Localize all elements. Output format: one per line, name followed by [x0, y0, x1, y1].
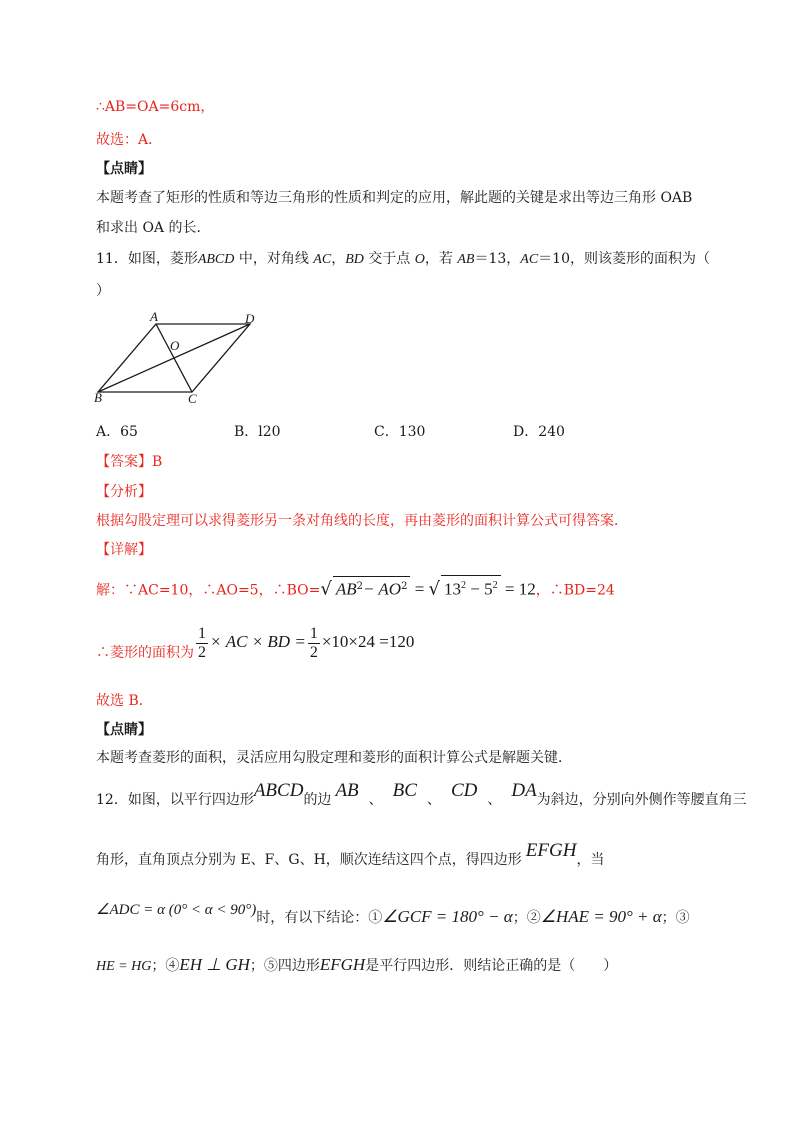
center-label-o: O — [170, 338, 180, 353]
choice-d: D．240 — [513, 424, 565, 440]
prev-comment-line2: 和求出 OA 的长． — [96, 220, 211, 236]
detail-heading: 【详解】 — [96, 542, 152, 558]
choice-b: B．l20 — [234, 424, 281, 440]
prev-comment-heading: 【点睛】 — [96, 161, 152, 177]
choice-a: A．65 — [96, 424, 138, 440]
analysis-heading: 【分析】 — [96, 484, 152, 500]
detail-solution: 解：∵AC=10，∴AO=5，∴BO=√ $AB^2- AO^2$ = √ $13^2 - 5^2 = 12$，∴BD=24 — [96, 575, 615, 601]
prev-selection: 故选：A． — [96, 132, 163, 148]
question-11: 11．如图，菱形ABCD 中，对角线 AC，BD 交于点 O，若 AB＝13，AC＝10，则该菱形的面积为（ — [96, 251, 710, 267]
comment-text: 本题考查菱形的面积，灵活应用勾股定理和菱形的面积计算公式是解题关键． — [96, 750, 572, 766]
prev-conclusion: ∴AB=OA=6cm， — [96, 99, 215, 115]
rhombus-figure — [90, 310, 270, 405]
question-12: 12．如图，以平行四边形ABCD的边 AB 、 BC 、 CD 、 DA为斜边，分别向外侧作等腰直角三 — [96, 780, 747, 808]
answer-line: 【答案】B — [96, 454, 163, 470]
question-12-line4: HE = HG；④EH ⊥ GH；⑤四边形EFGH是平行四边形．则结论正确的是（ ） — [96, 955, 618, 974]
selection-b: 故选 B． — [96, 693, 153, 709]
analysis-text: 根据勾股定理可以求得菱形另一条对角线的长度，再由菱形的面积计算公式可得答案． — [96, 513, 628, 529]
question-12-line2: 角形，直角顶点分别为 E、F、G、H，顺次连结这四个点，得四边形 EFGH，当 — [96, 840, 605, 868]
prev-comment-line1: 本题考查了矩形的性质和等边三角形的性质和判定的应用，解此题的关键是求出等边三角形 OAB — [96, 190, 693, 206]
comment-heading: 【点睛】 — [96, 722, 152, 738]
choice-c: C．130 — [374, 424, 426, 440]
vertex-label-d: D — [245, 311, 255, 326]
question-12-line3: ∠ADC = α (0° < α < 90°)时，有以下结论：①∠GCF = 180° − α；②∠HAE = 90° + α；③ — [96, 902, 690, 926]
area-formula: ∴菱形的面积为 $\frac{1}{2}$ × AC × BD = $\frac{1}{2}$ ×10×24 =120 — [96, 624, 415, 661]
vertex-label-c: C — [188, 391, 197, 405]
vertex-label-b: B — [94, 390, 102, 405]
question-11-close: ） — [96, 283, 110, 299]
vertex-label-a: A — [150, 310, 158, 324]
